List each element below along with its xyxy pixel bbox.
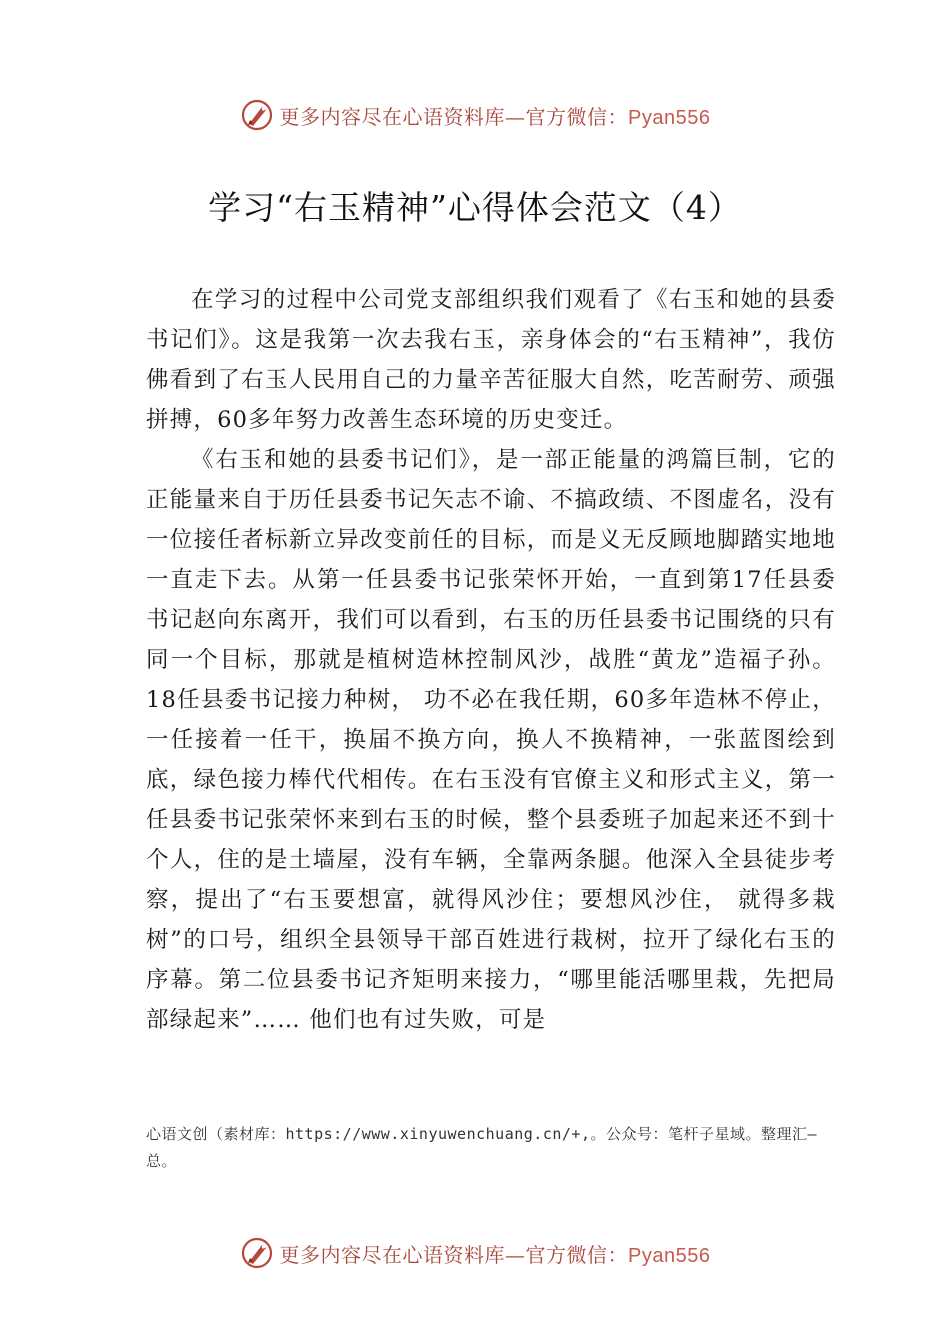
document-body <box>146 280 836 1040</box>
paragraph-2: 《右玉和她的县委书记们》，是一部正能量的鸿篇巨制，它的正能量来自于历任县委书记矢志不谕、不搞政绩、不图虚名，没有一位接任者标新立异改变前任的目标，而是义无反顾地脚踏实地地一直走下去。从第一任县委书记张荣怀开始，一直到第17任县委书记赵向东离开，我们可以看到，右玉的历任县委书记围绕的只有同一个目标，那就是植树造林控制风沙，战胜“黄龙”造福子孙。18任县委书记接力种树， 功不必在我任期，60多年造林不停止，一任接着一任干，换届不换方向，换人不换精神，一张蓝图绘到底，绿色接力棒代代相传。在右玉没有官僚主义和形式主义，第一任县委书记张荣怀来到右玉的时候，整个县委班子加起来还不到十个人，住的是土墙屋，没有车辆，全靠两条腿。他深入全县徒步考察，提出了“右玉要想富，就得风沙住；要想风沙住， 就得多栽树”的口号，组织全县领导干部百姓进行栽树，拉开了绿化右玉的序幕。第二位县委书记齐矩明来接力，“哪里能活哪里栽，先把局部绿起来”…… 他们也有过失败，可是 <box>146 447 836 1033</box>
banner-text: 更多内容尽在心语资料库—官方微信：Pyan556 <box>279 1242 711 1267</box>
paragraph-1: 在学习的过程中公司党支部组织我们观看了《右玉和她的县委书记们》。这是我第一次去我右玉，亲身体会的“右玉精神”，我仿佛看到了右玉人民用自己的力量辛苦征服大自然，吃苦耐劳、顽强拼搏，60多年努力改善生态环境的历史变迁。 <box>146 287 836 433</box>
document-title: 学习“右玉精神”心得体会范文（4） <box>208 188 742 227</box>
banner-text: 更多内容尽在心语资料库—官方微信：Pyan556 <box>279 104 711 129</box>
pen-nib-logo-icon <box>240 1236 274 1270</box>
source-footnote: 心语文创（素材库：https://www.xinyuwenchuang.cn/+,。公众号：笔杆子星域。整理汇—总。 <box>146 1125 818 1170</box>
footer-banner <box>0 1233 950 1273</box>
pen-nib-logo-icon <box>240 98 274 132</box>
header-banner <box>0 95 950 135</box>
wechat-id: Pyan556 <box>628 106 711 129</box>
wechat-id: Pyan556 <box>628 1244 711 1267</box>
